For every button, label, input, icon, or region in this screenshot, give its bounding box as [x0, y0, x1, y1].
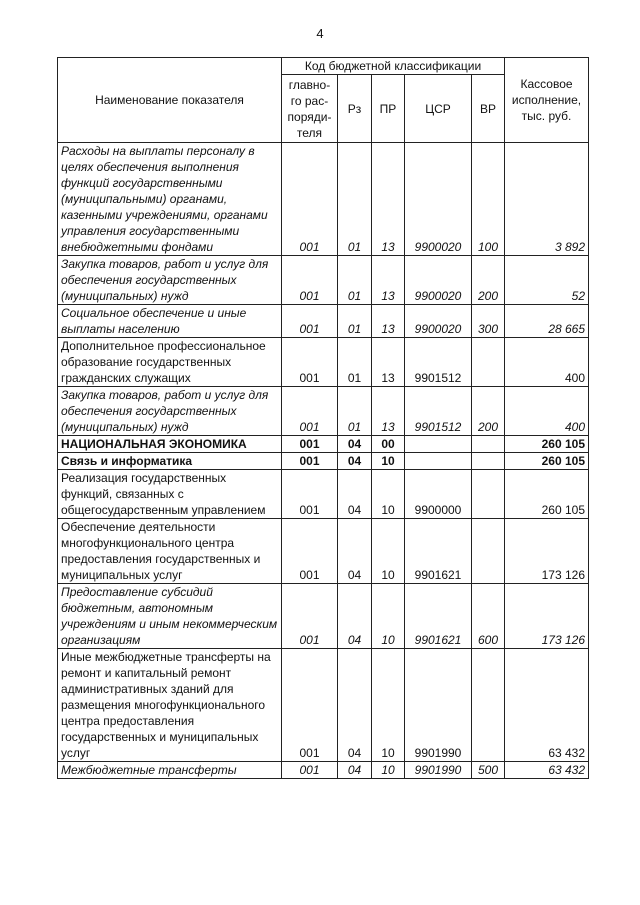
row-code-expense-type: 200 [472, 387, 505, 436]
row-code-target-article: 9901990 [405, 762, 472, 779]
table-row [58, 649, 589, 762]
header-code-expense-type: ВР [472, 75, 505, 143]
row-cash-amount: 260 105 [505, 436, 589, 453]
row-cash-amount: 63 432 [505, 649, 589, 762]
table-row [58, 453, 589, 470]
row-indicator-name: Предоставление субсидий бюджетным, автономным учреждениям и иным некоммерческим организациям [58, 584, 282, 649]
table-row [58, 762, 589, 779]
header-code-group: Код бюджетной классификации [282, 58, 505, 75]
row-code-section: 01 [338, 387, 372, 436]
row-cash-amount: 28 665 [505, 305, 589, 338]
row-code-chief-administrator: 001 [282, 584, 338, 649]
table-row [58, 436, 589, 453]
row-cash-amount: 400 [505, 338, 589, 387]
row-code-target-article: 9900020 [405, 256, 472, 305]
row-code-target-article: 9900020 [405, 143, 472, 256]
row-code-target-article: 9901990 [405, 649, 472, 762]
row-indicator-name: Иные межбюджетные трансферты на ремонт и капитальный ремонт административных зданий для размещения многофункционального центра предоставления государственных и муниципальных услуг [58, 649, 282, 762]
row-code-expense-type [472, 436, 505, 453]
row-code-chief-administrator: 001 [282, 649, 338, 762]
row-code-chief-administrator: 001 [282, 436, 338, 453]
row-code-subsection: 10 [372, 470, 405, 519]
row-indicator-name: НАЦИОНАЛЬНАЯ ЭКОНОМИКА [58, 436, 282, 453]
row-code-expense-type [472, 649, 505, 762]
row-code-section: 04 [338, 470, 372, 519]
table-row [58, 256, 589, 305]
row-code-subsection: 13 [372, 338, 405, 387]
row-code-subsection: 10 [372, 584, 405, 649]
header-code-section: Рз [338, 75, 372, 143]
table-row [58, 584, 589, 649]
page-number: 4 [316, 26, 324, 41]
row-code-target-article: 9901621 [405, 519, 472, 584]
row-code-expense-type [472, 453, 505, 470]
row-cash-amount: 173 126 [505, 584, 589, 649]
row-code-chief-administrator: 001 [282, 519, 338, 584]
row-code-target-article: 9900000 [405, 470, 472, 519]
row-indicator-name: Социальное обеспечение и иные выплаты населению [58, 305, 282, 338]
row-code-expense-type: 300 [472, 305, 505, 338]
row-code-subsection: 13 [372, 387, 405, 436]
row-cash-amount: 260 105 [505, 470, 589, 519]
row-code-subsection: 10 [372, 649, 405, 762]
row-code-subsection: 13 [372, 305, 405, 338]
row-indicator-name: Дополнительное профессиональное образование государственных гражданских служащих [58, 338, 282, 387]
row-code-section: 04 [338, 453, 372, 470]
table-row [58, 470, 589, 519]
row-code-expense-type [472, 338, 505, 387]
row-cash-amount: 3 892 [505, 143, 589, 256]
row-indicator-name: Межбюджетные трансферты [58, 762, 282, 779]
row-code-expense-type [472, 519, 505, 584]
row-code-subsection: 13 [372, 143, 405, 256]
row-cash-amount: 173 126 [505, 519, 589, 584]
row-indicator-name: Обеспечение деятельности многофункционального центра предоставления государственных и муниципальных услуг [58, 519, 282, 584]
row-cash-amount: 63 432 [505, 762, 589, 779]
table-body [58, 143, 589, 779]
row-code-chief-administrator: 001 [282, 305, 338, 338]
row-code-subsection: 13 [372, 256, 405, 305]
row-code-subsection: 00 [372, 436, 405, 453]
header-cash-execution: Кассовое исполнение, тыс. руб. [505, 58, 589, 143]
row-code-target-article [405, 436, 472, 453]
row-code-section: 04 [338, 519, 372, 584]
row-code-section: 01 [338, 305, 372, 338]
row-code-chief-administrator: 001 [282, 143, 338, 256]
row-cash-amount: 400 [505, 387, 589, 436]
row-code-subsection: 10 [372, 762, 405, 779]
row-code-section: 04 [338, 584, 372, 649]
row-code-chief-administrator: 001 [282, 338, 338, 387]
row-code-chief-administrator: 001 [282, 762, 338, 779]
header-code-target-article: ЦСР [405, 75, 472, 143]
row-code-section: 01 [338, 256, 372, 305]
header-indicator: Наименование показателя [58, 58, 282, 143]
budget-table [57, 57, 589, 779]
table-row [58, 519, 589, 584]
row-cash-amount: 260 105 [505, 453, 589, 470]
row-code-expense-type [472, 470, 505, 519]
row-code-chief-administrator: 001 [282, 256, 338, 305]
row-indicator-name: Закупка товаров, работ и услуг для обеспечения государственных (муниципальных) нужд [58, 256, 282, 305]
row-code-section: 04 [338, 436, 372, 453]
row-indicator-name: Связь и информатика [58, 453, 282, 470]
row-code-target-article: 9901512 [405, 387, 472, 436]
table-row [58, 305, 589, 338]
row-code-chief-administrator: 001 [282, 387, 338, 436]
row-code-expense-type: 500 [472, 762, 505, 779]
row-indicator-name: Расходы на выплаты персоналу в целях обеспечения выполнения функций государственными (муниципальными) органами, казенными учреждениями, органами управления государственными внебюджетными фондами [58, 143, 282, 256]
row-code-target-article: 9900020 [405, 305, 472, 338]
table-row [58, 143, 589, 256]
table-row [58, 387, 589, 436]
header-code-chief-administrator: главно-го рас-поряди-теля [282, 75, 338, 143]
row-code-expense-type: 100 [472, 143, 505, 256]
row-code-section: 04 [338, 762, 372, 779]
table-row [58, 338, 589, 387]
row-code-chief-administrator: 001 [282, 470, 338, 519]
row-code-subsection: 10 [372, 453, 405, 470]
row-code-chief-administrator: 001 [282, 453, 338, 470]
row-code-expense-type: 600 [472, 584, 505, 649]
row-indicator-name: Реализация государственных функций, связанных с общегосударственным управлением [58, 470, 282, 519]
row-code-section: 01 [338, 338, 372, 387]
row-code-subsection: 10 [372, 519, 405, 584]
row-code-target-article [405, 453, 472, 470]
row-code-target-article: 9901621 [405, 584, 472, 649]
row-code-target-article: 9901512 [405, 338, 472, 387]
row-code-expense-type: 200 [472, 256, 505, 305]
header-code-subsection: ПР [372, 75, 405, 143]
table-header [58, 58, 589, 143]
row-indicator-name: Закупка товаров, работ и услуг для обеспечения государственных (муниципальных) нужд [58, 387, 282, 436]
row-code-section: 04 [338, 649, 372, 762]
row-cash-amount: 52 [505, 256, 589, 305]
row-code-section: 01 [338, 143, 372, 256]
